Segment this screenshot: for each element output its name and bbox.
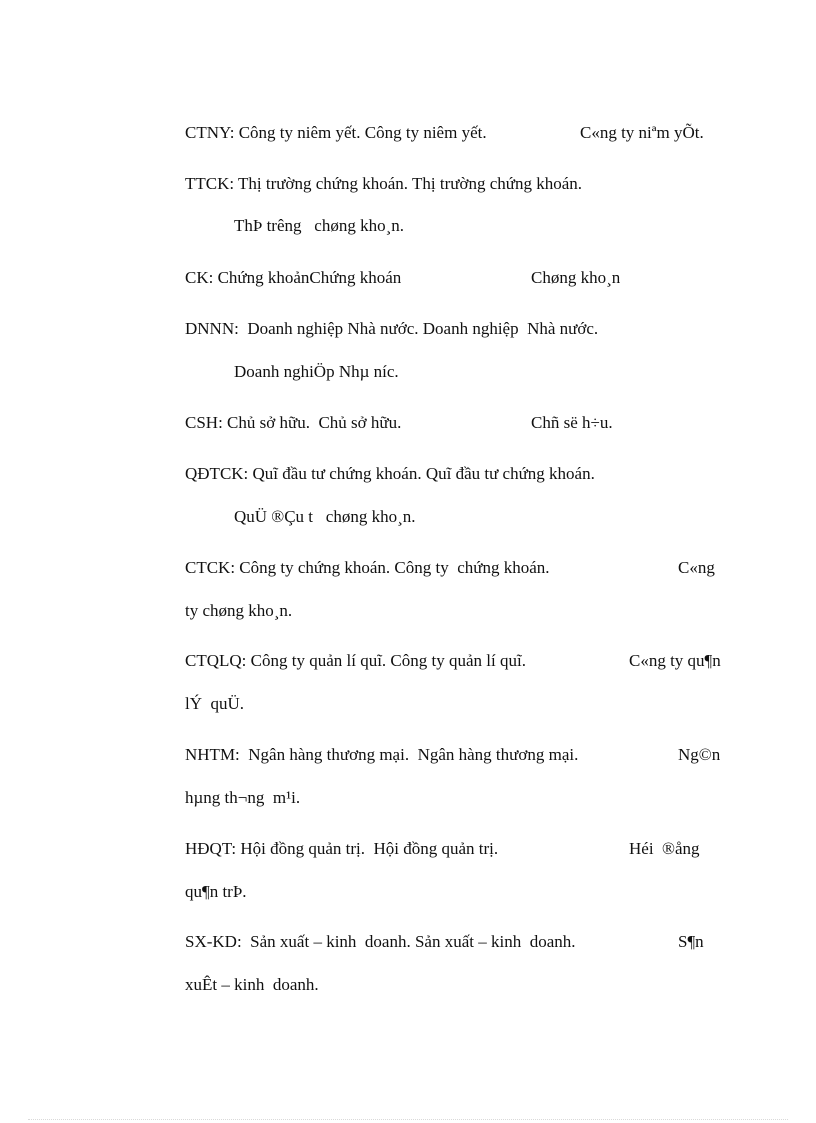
entry-ck-legacy: Chøng kho¸n [531, 268, 621, 287]
entry-dnnn: DNNN: Doanh nghiệp Nhà nước. Doanh nghiệp Nhà nước. [185, 319, 599, 338]
entry-hdqt-legacy-1: Héi ®ång [629, 839, 700, 858]
entry-ctny-legacy: C«ng ty niªm yÕt. [580, 123, 704, 142]
entry-nhtm-legacy-1: Ng©n [678, 745, 721, 764]
entry-dnnn-legacy: Doanh nghiÖp Nhµ níc. [234, 362, 399, 381]
entry-qdtck-legacy: QuÜ ®Çu t chøng kho¸n. [234, 507, 416, 526]
entry-ctqlq-legacy-1: C«ng ty qu¶n [629, 651, 721, 670]
entry-ctck-legacy-2: ty chøng kho¸n. [185, 601, 293, 620]
entry-ctqlq-legacy-2: lÝ quÜ. [185, 694, 245, 713]
entry-hdqt: HĐQT: Hội đồng quản trị. Hội đồng quản trị. [185, 839, 499, 858]
entry-ttck-legacy: ThÞ trêng chøng kho¸n. [234, 216, 404, 235]
entry-ctny: CTNY: Công ty niêm yết. Công ty niêm yết. [185, 123, 487, 142]
entry-csh: CSH: Chủ sở hữu. Chủ sở hữu. [185, 413, 402, 432]
entry-sxkd-legacy-2: xuÊt – kinh doanh. [185, 975, 319, 994]
entry-sxkd: SX-KD: Sản xuất – kinh doanh. Sản xuất – kinh doanh. [185, 932, 576, 951]
entry-ctqlq: CTQLQ: Công ty quản lí quĩ. Công ty quản lí quĩ. [185, 651, 526, 670]
entry-ck: CK: Chứng khoảnChứng khoán [185, 268, 402, 287]
entry-nhtm: NHTM: Ngân hàng thương mại. Ngân hàng thương mại. [185, 745, 579, 764]
entry-qdtck: QĐTCK: Quĩ đầu tư chứng khoán. Quĩ đầu tư chứng khoán. [185, 464, 595, 483]
entry-ctck: CTCK: Công ty chứng khoán. Công ty chứng khoán. [185, 558, 550, 577]
entry-csh-legacy: Chñ së h÷u. [531, 413, 613, 432]
entry-hdqt-legacy-2: qu¶n trÞ. [185, 882, 247, 901]
entry-nhtm-legacy-2: hµng th¬ng m¹i. [185, 788, 301, 807]
entry-sxkd-legacy-1: S¶n [678, 932, 704, 951]
entry-ctck-legacy-1: C«ng [678, 558, 715, 577]
entry-ttck: TTCK: Thị trường chứng khoán. Thị trường chứng khoán. [185, 174, 582, 193]
page-bottom-divider [28, 1119, 788, 1120]
